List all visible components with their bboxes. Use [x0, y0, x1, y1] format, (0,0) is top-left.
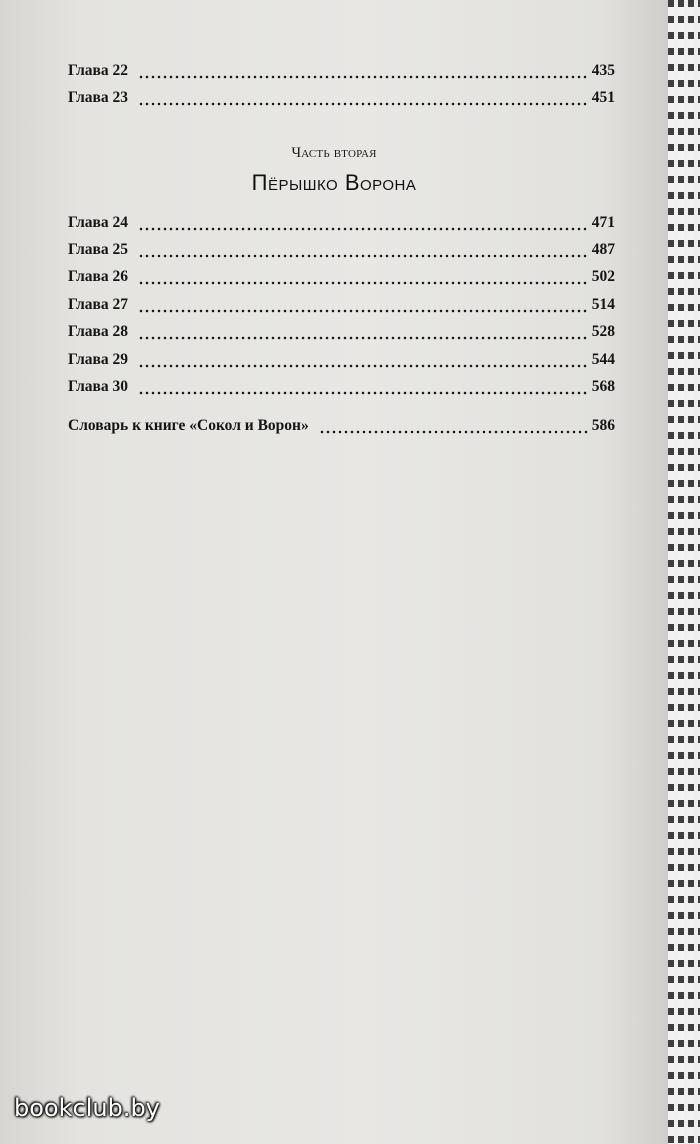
toc-entry-page: 451 [591, 89, 615, 106]
toc-entry[interactable] [68, 323, 615, 345]
toc-entry-page: 471 [591, 214, 615, 231]
toc-entry-label: Глава 24 [68, 214, 129, 231]
toc-entry-label: Глава 27 [68, 296, 129, 313]
toc-entry-label: Глава 23 [68, 89, 129, 106]
toc-entry-label: Глава 28 [68, 323, 129, 340]
watermark: bookclub.by [14, 1094, 160, 1122]
toc-entry-page: 435 [591, 62, 615, 79]
toc-entry-page: 568 [591, 378, 615, 395]
dot-leader [138, 336, 588, 340]
dot-leader [138, 102, 588, 106]
toc-entry[interactable] [68, 296, 615, 318]
toc-entry-page: 514 [591, 296, 615, 313]
toc-entry-page: 528 [591, 323, 615, 340]
toc-entry-label: Глава 29 [68, 351, 129, 368]
toc-entry[interactable] [68, 378, 615, 400]
toc-entry[interactable] [68, 241, 615, 263]
toc-entry-label: Глава 22 [68, 62, 129, 79]
dot-leader [138, 309, 588, 313]
toc-entry[interactable] [68, 268, 615, 290]
dot-leader [138, 281, 588, 285]
toc-entry-page: 487 [591, 241, 615, 258]
toc-entry-glossary[interactable] [68, 417, 615, 439]
part-label: Часть вторая [291, 145, 377, 161]
toc-entry-page: 586 [591, 417, 615, 434]
dot-leader [138, 391, 588, 395]
toc-entry-label: Глава 30 [68, 378, 129, 395]
decorative-edge-pattern [668, 0, 700, 1144]
toc-entry[interactable] [68, 351, 615, 373]
toc-entry[interactable] [68, 62, 615, 84]
toc-entry-page: 544 [591, 351, 615, 368]
dot-leader [138, 254, 588, 258]
toc-entry[interactable] [68, 214, 615, 236]
toc-entry[interactable] [68, 89, 615, 111]
toc-entry-page: 502 [591, 268, 615, 285]
toc-entry-label: Глава 25 [68, 241, 129, 258]
toc-entry-label: Глава 26 [68, 268, 129, 285]
part-title: Пёрышко Ворона [251, 170, 417, 195]
toc-entry-label: Словарь к книге «Сокол и Ворон» [68, 417, 309, 434]
dot-leader [138, 75, 588, 79]
dot-leader [319, 430, 588, 434]
dot-leader [138, 227, 588, 231]
dot-leader [138, 364, 588, 368]
